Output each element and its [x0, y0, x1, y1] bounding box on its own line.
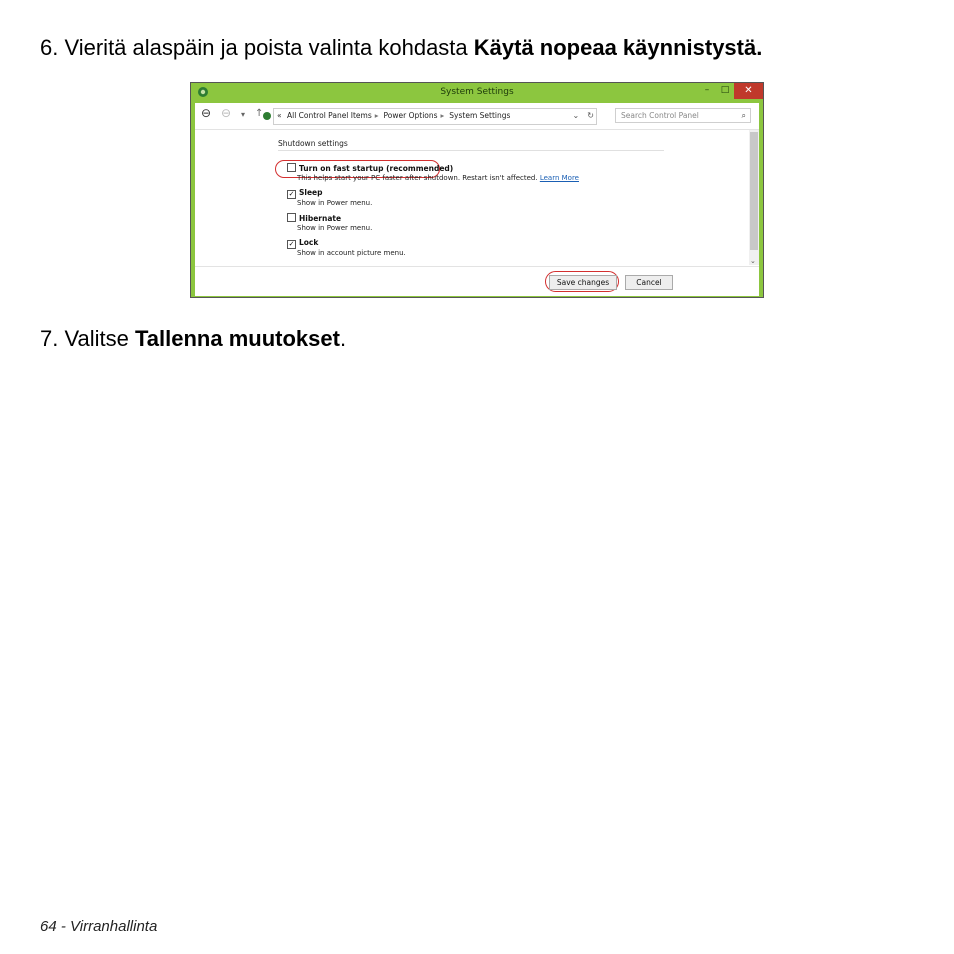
sleep-checkbox[interactable]: ✓ — [288, 190, 295, 198]
address-bar[interactable] — [273, 108, 597, 125]
window-client — [195, 103, 759, 295]
fast-startup-checkbox[interactable] — [287, 163, 296, 172]
hibernate-option[interactable] — [287, 213, 341, 223]
cancel-button[interactable]: Cancel — [625, 275, 673, 290]
fast-startup-desc-text: This helps start your PC faster after shutdown. Restart isn't affected. — [297, 174, 540, 182]
recent-dropdown-icon[interactable]: ▾ — [241, 110, 246, 119]
maximize-button[interactable]: □ — [720, 85, 730, 95]
search-placeholder: Search Control Panel — [621, 111, 699, 120]
scrollbar-thumb[interactable] — [750, 132, 758, 250]
step-6-text: 6. Vieritä alaspäin ja poista valinta kohdasta — [40, 35, 474, 60]
close-button[interactable]: ✕ — [734, 83, 763, 99]
save-changes-button[interactable]: Save changes — [549, 275, 617, 290]
address-dropdown-icon[interactable]: ⌄ — [572, 111, 580, 120]
section-divider — [278, 150, 664, 151]
up-icon[interactable]: ↑ — [255, 108, 264, 119]
step-7-text: 7. Valitse — [40, 326, 135, 351]
page-footer: 64 - Virranhallinta — [40, 918, 158, 935]
title-bar[interactable] — [191, 83, 763, 103]
sleep-description: Show in Power menu. — [297, 199, 373, 207]
back-icon[interactable]: ⊖ — [201, 106, 212, 120]
lock-option[interactable] — [287, 238, 318, 249]
breadcrumb-separator-icon: ▸ — [374, 111, 379, 120]
hibernate-checkbox[interactable] — [287, 213, 296, 222]
hibernate-label: Hibernate — [299, 214, 342, 223]
breadcrumb-system-settings[interactable]: System Settings — [449, 111, 511, 120]
step-7-suffix: . — [339, 326, 347, 351]
step-6-bold: Käytä nopeaa käynnistystä. — [473, 35, 763, 60]
step-7-bold: Tallenna muutokset — [134, 326, 340, 351]
minimize-button[interactable]: – — [704, 85, 710, 95]
navigation-bar — [195, 103, 759, 130]
search-icon[interactable]: ⌕ — [741, 111, 746, 120]
search-input[interactable] — [615, 108, 751, 123]
fast-startup-description — [297, 174, 579, 182]
breadcrumb-overflow[interactable]: « — [277, 111, 282, 120]
breadcrumb-power-options[interactable]: Power Options — [383, 111, 438, 120]
settings-content — [195, 130, 749, 265]
lock-label: Lock — [299, 238, 319, 247]
lock-checkbox[interactable]: ✓ — [288, 240, 295, 248]
learn-more-link[interactable]: Learn More — [539, 174, 579, 182]
section-title: Shutdown settings — [278, 139, 348, 148]
vertical-scrollbar[interactable] — [749, 130, 759, 265]
breadcrumb-all-items[interactable]: All Control Panel Items — [286, 111, 372, 120]
fast-startup-label: Turn on fast startup (recommended) — [299, 164, 454, 173]
step-7-instruction — [40, 326, 346, 352]
sleep-option[interactable] — [287, 188, 323, 199]
refresh-icon[interactable]: ↻ — [587, 111, 594, 120]
breadcrumb-separator-icon: ▸ — [440, 111, 445, 120]
hibernate-description: Show in Power menu. — [297, 224, 373, 232]
button-bar — [195, 266, 759, 296]
forward-icon[interactable]: ⊖ — [221, 106, 232, 120]
window-title: System Settings — [440, 87, 514, 97]
sleep-label: Sleep — [299, 188, 323, 197]
control-panel-small-icon — [262, 111, 272, 121]
step-6-instruction — [40, 35, 762, 61]
scroll-down-icon[interactable]: ⌄ — [750, 257, 756, 265]
system-settings-window — [190, 82, 764, 298]
lock-description: Show in account picture menu. — [297, 249, 406, 257]
fast-startup-option[interactable] — [287, 163, 453, 173]
